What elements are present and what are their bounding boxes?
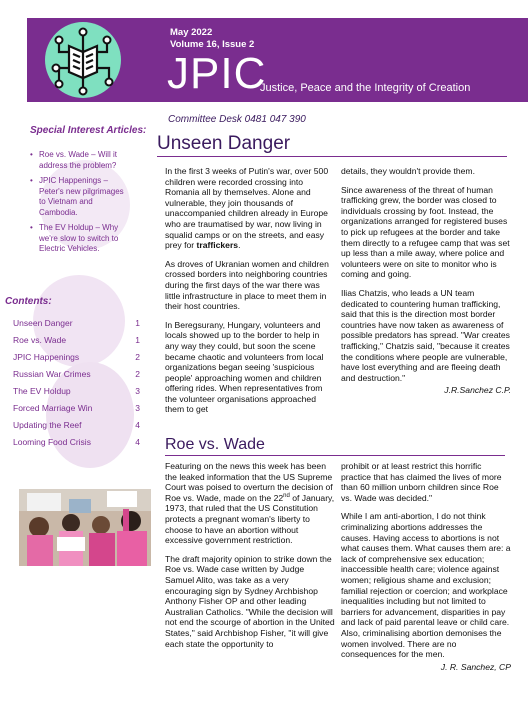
toc-label: Roe vs. Wade — [13, 335, 67, 345]
issue-info — [170, 27, 254, 51]
issue-date: May 2022 — [170, 27, 213, 38]
toc-item[interactable] — [13, 403, 143, 420]
reader-circuit-icon — [45, 22, 121, 98]
toc-page: 3 — [135, 403, 140, 413]
logo — [45, 22, 121, 98]
superscript: nd — [283, 492, 290, 499]
toc-label: Unseen Danger — [13, 318, 73, 328]
special-interest-list — [30, 150, 130, 260]
article1-column-right — [341, 166, 511, 396]
paragraph: prohibit or at least restrict this horrific practice that has claimed the lives of more than 60 million unborn children since Roe vs. Wade was decided." — [341, 461, 502, 503]
text-run: Featuring on the news this week has been the leaked information that the US Supreme Court was poised to overturn the decision of Roe vs. Wade, made on the 22 — [165, 461, 333, 503]
toc-item[interactable] — [13, 386, 143, 403]
paragraph: While I am anti-abortion, I do not think criminalizing abortions addresses the causes. Having access to abortions is not what causes them. What causes them are: a lack of comprehensive sex education; inaccessible health care; violence against women; religious shame and exclusion; familial rejection or coercion; and workplace inequalities including but not limited to barriers for advancement, disparities in pay and lack of paid parental leave or child care. Also, criminalising abortion demonises the women involved. There are no consequences for the men. — [341, 511, 511, 660]
toc-item[interactable] — [13, 318, 143, 335]
paragraph — [165, 166, 333, 251]
toc-label: Russian War Crimes — [13, 369, 91, 379]
paragraph: The draft majority opinion to strike down the Roe vs. Wade case written by Judge Samuel Alito, was take as a very encouraging sign by Sydney Archbishop Anthony Fisher OP and other leading Australian Catholics. "While the decision will not end the scourge of abortion in the United States," said Archbishop Fisher, "it will give each state the opportunity to — [165, 553, 335, 649]
toc-label: Updating the Reef — [13, 420, 82, 430]
toc-page: 3 — [135, 386, 140, 396]
toc-item[interactable] — [13, 352, 143, 369]
special-interest-heading: Special Interest Articles: — [30, 125, 147, 136]
paragraph: In Beregsurany, Hungary, volunteers and locals showed up to the border to help in any way they could, but soon the scene became chaotic and volunteers from local organizations began seeing 'suspicious people' approaching women and children offering rides. When representatives from the volunteer organisations approached them to get — [165, 319, 324, 415]
bold-text: traffickers — [196, 240, 239, 251]
paragraph: As droves of Ukranian women and children crossed borders into neighboring countries during the first days of the war there was little infrastructure in place to meet them in their host countries. — [165, 258, 329, 312]
signature: J.R.Sanchez C.P. — [444, 385, 511, 396]
toc-label: JPIC Happenings — [13, 352, 80, 362]
toc-label: Looming Food Crisis — [13, 437, 91, 447]
article1-column-left — [165, 166, 333, 423]
list-item: • The EV Holdup – Why we're slow to switch to Electric Vehicles. — [30, 223, 130, 255]
article-title-unseen-danger: Unseen Danger — [157, 133, 507, 157]
toc-page: 4 — [135, 420, 140, 430]
toc-item[interactable] — [13, 335, 143, 352]
text-run: of January, 1973, that ruled that the US Constitution protects a pregnant woman's liberty to choose to have an abortion without excessive government restriction. — [165, 492, 335, 546]
signature: J. R. Sanchez, CP — [440, 661, 511, 672]
toc-page: 1 — [135, 335, 140, 345]
toc-label: Forced Marriage Win — [13, 403, 93, 413]
toc-label: The EV Holdup — [13, 386, 71, 396]
contents-heading: Contents: — [5, 296, 52, 307]
paragraph — [165, 461, 335, 546]
table-of-contents — [13, 318, 143, 454]
masthead — [27, 18, 528, 102]
toc-item[interactable] — [13, 420, 143, 437]
issue-volume: Volume 16, Issue 2 — [170, 39, 255, 50]
newsletter-title: JPIC — [167, 49, 267, 98]
text-run: . — [238, 240, 241, 251]
toc-page: 2 — [135, 369, 140, 379]
toc-page: 4 — [135, 437, 140, 447]
text-run: In the first 3 weeks of Putin's war, over 500 children were recorded crossing into Romania all by themselves. Alone and vulnerable, they join thousands of unaccompanied children already in Europe who are traumatised by war, now living in squalid camps or on the streets, and easy prey for — [165, 166, 329, 251]
paragraph: Ilias Chatzis, who leads a UN team dedicated to countering human trafficking, said that this is the direction most border countries have now taken as awareness of possible predators has spread. "War creates trafficking," Chatzis said, "because it creates the conditions where people are vulnerable, have lost everything and are fleeing death and destruction." — [341, 287, 510, 383]
paragraph: details, they wouldn't provide them. — [341, 166, 475, 176]
toc-item[interactable] — [13, 437, 143, 454]
toc-page: 2 — [135, 352, 140, 362]
protest-photo — [19, 489, 151, 566]
article-title-roe-vs-wade: Roe vs. Wade — [165, 436, 505, 456]
toc-page: 1 — [135, 318, 140, 328]
toc-item[interactable] — [13, 369, 143, 386]
list-item: • Roe vs. Wade – Will it address the problem? — [30, 150, 130, 171]
committee-line: Committee Desk 0481 047 390 — [168, 114, 306, 125]
newsletter-subtitle: Justice, Peace and the Integrity of Creation — [260, 82, 471, 94]
paragraph: Since awareness of the threat of human trafficking grew, the border was closed to individuals crossing by foot. Instead, the organizations arranged for registered buses to pick up refugees at the border and take them directly to a refugee camp that was set up less than a mile away, where police and volunteers were on site to monitor who is coming and going. — [341, 184, 510, 280]
list-item: • JPIC Happenings – Peter's new pilgrimages to Vietnam and Cambodia. — [30, 176, 130, 218]
article2-column-right — [341, 461, 511, 672]
article2-column-left — [165, 461, 335, 657]
